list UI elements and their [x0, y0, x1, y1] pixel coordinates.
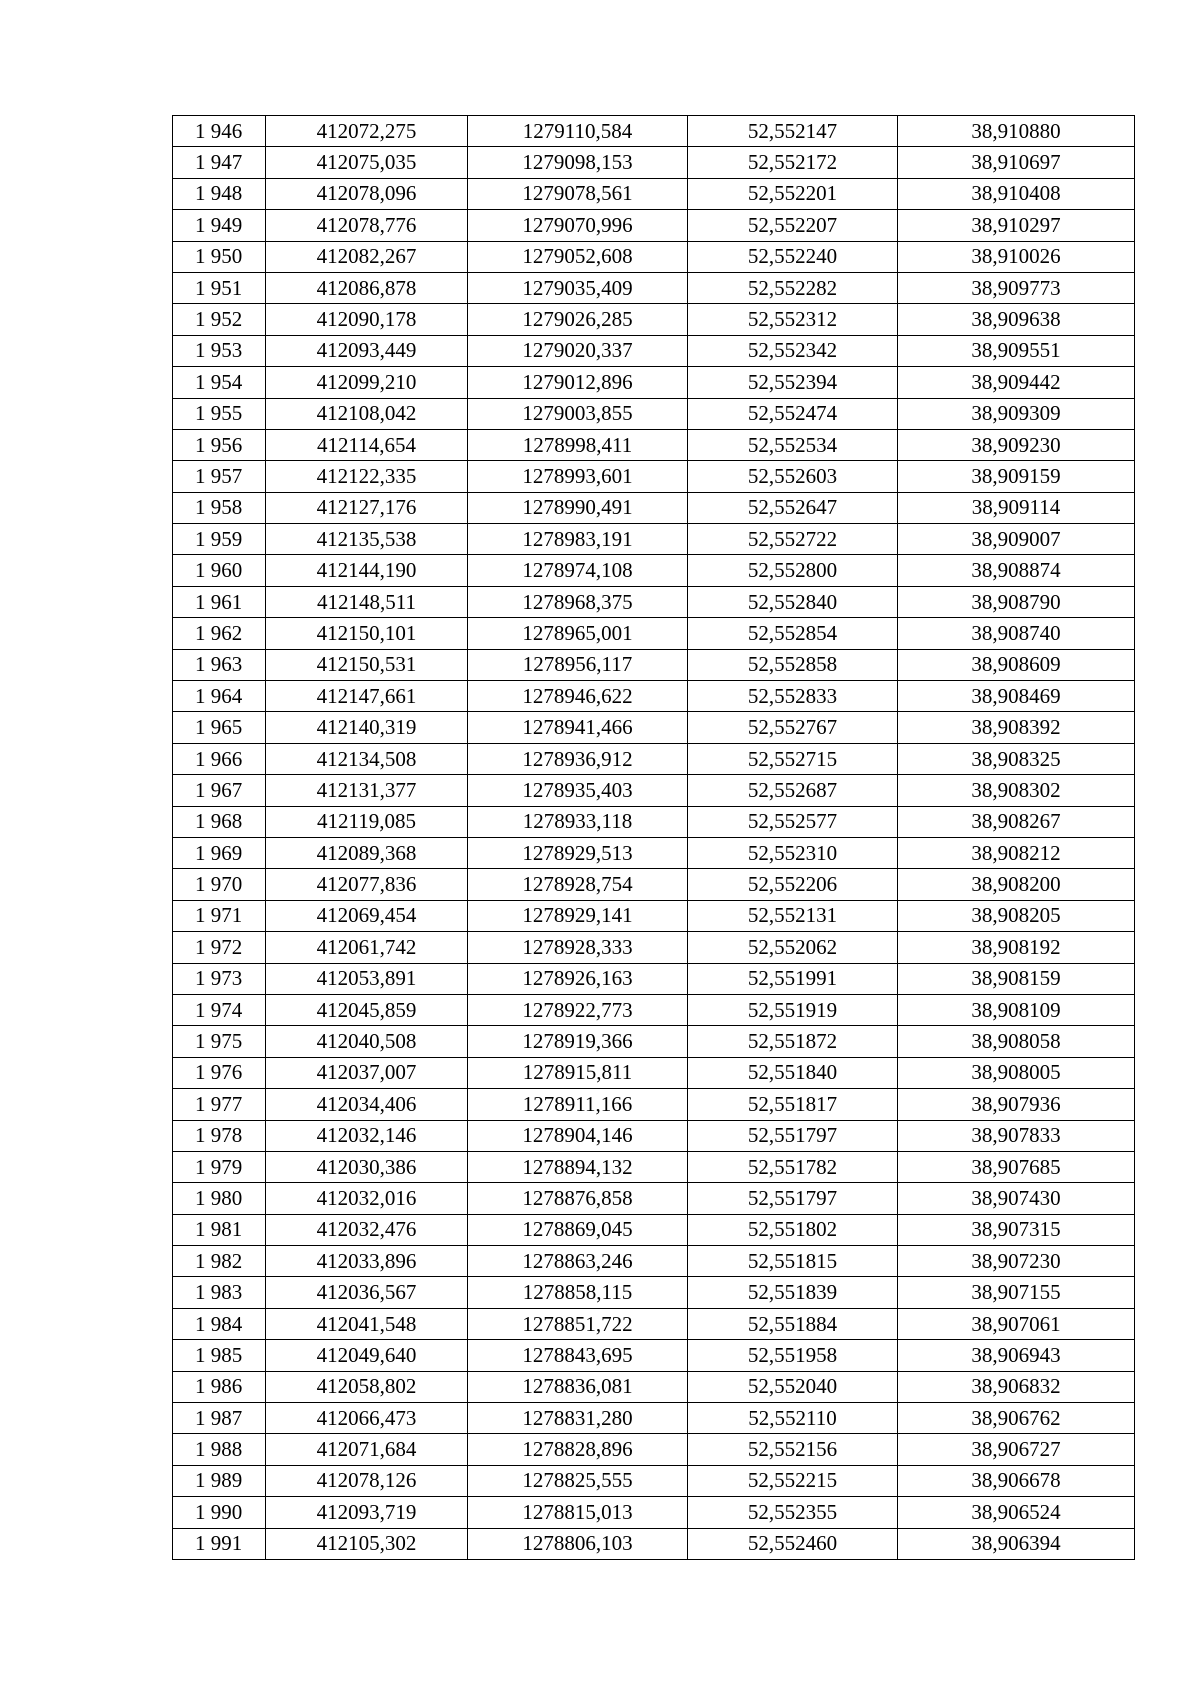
point-number-cell: 1 955	[173, 398, 266, 429]
point-number-cell: 1 946	[173, 116, 266, 147]
point-number-cell: 1 965	[173, 712, 266, 743]
latitude-cell: 52,552282	[688, 272, 898, 303]
y-coordinate-cell: 1279035,409	[468, 272, 688, 303]
y-coordinate-cell: 1278941,466	[468, 712, 688, 743]
latitude-cell: 52,552062	[688, 932, 898, 963]
y-coordinate-cell: 1278974,108	[468, 555, 688, 586]
longitude-cell: 38,909638	[898, 304, 1135, 335]
table-row	[173, 241, 1135, 272]
x-coordinate-cell: 412040,508	[266, 1026, 468, 1057]
coordinates-table	[172, 115, 1135, 1560]
latitude-cell: 52,552647	[688, 492, 898, 523]
table-row	[173, 963, 1135, 994]
latitude-cell: 52,552687	[688, 775, 898, 806]
y-coordinate-cell: 1278876,858	[468, 1183, 688, 1214]
x-coordinate-cell: 412030,386	[266, 1151, 468, 1182]
table-row	[173, 775, 1135, 806]
longitude-cell: 38,910697	[898, 147, 1135, 178]
longitude-cell: 38,908212	[898, 837, 1135, 868]
y-coordinate-cell: 1279078,561	[468, 178, 688, 209]
x-coordinate-cell: 412077,836	[266, 869, 468, 900]
y-coordinate-cell: 1278956,117	[468, 649, 688, 680]
longitude-cell: 38,909114	[898, 492, 1135, 523]
x-coordinate-cell: 412075,035	[266, 147, 468, 178]
point-number-cell: 1 953	[173, 335, 266, 366]
y-coordinate-cell: 1278894,132	[468, 1151, 688, 1182]
longitude-cell: 38,908200	[898, 869, 1135, 900]
table-row	[173, 649, 1135, 680]
x-coordinate-cell: 412090,178	[266, 304, 468, 335]
longitude-cell: 38,906943	[898, 1340, 1135, 1371]
latitude-cell: 52,551839	[688, 1277, 898, 1308]
point-number-cell: 1 983	[173, 1277, 266, 1308]
table-row	[173, 806, 1135, 837]
latitude-cell: 52,551958	[688, 1340, 898, 1371]
point-number-cell: 1 974	[173, 994, 266, 1025]
x-coordinate-cell: 412135,538	[266, 524, 468, 555]
point-number-cell: 1 982	[173, 1246, 266, 1277]
y-coordinate-cell: 1279110,584	[468, 116, 688, 147]
point-number-cell: 1 975	[173, 1026, 266, 1057]
table-row	[173, 1057, 1135, 1088]
longitude-cell: 38,907833	[898, 1120, 1135, 1151]
y-coordinate-cell: 1278825,555	[468, 1465, 688, 1496]
x-coordinate-cell: 412078,096	[266, 178, 468, 209]
y-coordinate-cell: 1278935,403	[468, 775, 688, 806]
latitude-cell: 52,551817	[688, 1089, 898, 1120]
y-coordinate-cell: 1278990,491	[468, 492, 688, 523]
point-number-cell: 1 954	[173, 367, 266, 398]
x-coordinate-cell: 412150,101	[266, 618, 468, 649]
table-row	[173, 1026, 1135, 1057]
longitude-cell: 38,908192	[898, 932, 1135, 963]
latitude-cell: 52,552394	[688, 367, 898, 398]
latitude-cell: 52,552040	[688, 1371, 898, 1402]
x-coordinate-cell: 412147,661	[266, 681, 468, 712]
latitude-cell: 52,552172	[688, 147, 898, 178]
longitude-cell: 38,909007	[898, 524, 1135, 555]
latitude-cell: 52,552474	[688, 398, 898, 429]
y-coordinate-cell: 1278968,375	[468, 586, 688, 617]
longitude-cell: 38,910408	[898, 178, 1135, 209]
x-coordinate-cell: 412036,567	[266, 1277, 468, 1308]
point-number-cell: 1 956	[173, 429, 266, 460]
y-coordinate-cell: 1278928,333	[468, 932, 688, 963]
y-coordinate-cell: 1278904,146	[468, 1120, 688, 1151]
latitude-cell: 52,552207	[688, 210, 898, 241]
table-row	[173, 586, 1135, 617]
longitude-cell: 38,910297	[898, 210, 1135, 241]
longitude-cell: 38,908392	[898, 712, 1135, 743]
point-number-cell: 1 959	[173, 524, 266, 555]
point-number-cell: 1 951	[173, 272, 266, 303]
x-coordinate-cell: 412114,654	[266, 429, 468, 460]
y-coordinate-cell: 1278831,280	[468, 1403, 688, 1434]
y-coordinate-cell: 1278929,141	[468, 900, 688, 931]
y-coordinate-cell: 1278851,722	[468, 1308, 688, 1339]
latitude-cell: 52,552715	[688, 743, 898, 774]
point-number-cell: 1 947	[173, 147, 266, 178]
point-number-cell: 1 969	[173, 837, 266, 868]
latitude-cell: 52,551884	[688, 1308, 898, 1339]
table-row	[173, 524, 1135, 555]
y-coordinate-cell: 1278828,896	[468, 1434, 688, 1465]
y-coordinate-cell: 1279052,608	[468, 241, 688, 272]
point-number-cell: 1 964	[173, 681, 266, 712]
longitude-cell: 38,907315	[898, 1214, 1135, 1245]
table-row	[173, 335, 1135, 366]
x-coordinate-cell: 412033,896	[266, 1246, 468, 1277]
point-number-cell: 1 966	[173, 743, 266, 774]
longitude-cell: 38,907936	[898, 1089, 1135, 1120]
table-row	[173, 1089, 1135, 1120]
latitude-cell: 52,552240	[688, 241, 898, 272]
latitude-cell: 52,552206	[688, 869, 898, 900]
latitude-cell: 52,552534	[688, 429, 898, 460]
latitude-cell: 52,552858	[688, 649, 898, 680]
table-row	[173, 1246, 1135, 1277]
y-coordinate-cell: 1278993,601	[468, 461, 688, 492]
longitude-cell: 38,906727	[898, 1434, 1135, 1465]
point-number-cell: 1 986	[173, 1371, 266, 1402]
point-number-cell: 1 962	[173, 618, 266, 649]
latitude-cell: 52,551797	[688, 1183, 898, 1214]
point-number-cell: 1 967	[173, 775, 266, 806]
longitude-cell: 38,907230	[898, 1246, 1135, 1277]
x-coordinate-cell: 412072,275	[266, 116, 468, 147]
y-coordinate-cell: 1279003,855	[468, 398, 688, 429]
y-coordinate-cell: 1278983,191	[468, 524, 688, 555]
point-number-cell: 1 968	[173, 806, 266, 837]
table-row	[173, 178, 1135, 209]
latitude-cell: 52,552603	[688, 461, 898, 492]
y-coordinate-cell: 1278965,001	[468, 618, 688, 649]
x-coordinate-cell: 412071,684	[266, 1434, 468, 1465]
x-coordinate-cell: 412148,511	[266, 586, 468, 617]
point-number-cell: 1 976	[173, 1057, 266, 1088]
table-row	[173, 743, 1135, 774]
point-number-cell: 1 957	[173, 461, 266, 492]
latitude-cell: 52,552310	[688, 837, 898, 868]
x-coordinate-cell: 412089,368	[266, 837, 468, 868]
y-coordinate-cell: 1278922,773	[468, 994, 688, 1025]
table-row	[173, 1151, 1135, 1182]
latitude-cell: 52,552460	[688, 1528, 898, 1559]
table-row	[173, 1465, 1135, 1496]
table-row	[173, 1308, 1135, 1339]
table-row	[173, 1183, 1135, 1214]
x-coordinate-cell: 412105,302	[266, 1528, 468, 1559]
table-row	[173, 994, 1135, 1025]
table-row	[173, 1434, 1135, 1465]
x-coordinate-cell: 412058,802	[266, 1371, 468, 1402]
table-row	[173, 1528, 1135, 1559]
table-row	[173, 304, 1135, 335]
latitude-cell: 52,552156	[688, 1434, 898, 1465]
point-number-cell: 1 981	[173, 1214, 266, 1245]
longitude-cell: 38,907061	[898, 1308, 1135, 1339]
longitude-cell: 38,908740	[898, 618, 1135, 649]
table-row	[173, 837, 1135, 868]
x-coordinate-cell: 412078,126	[266, 1465, 468, 1496]
point-number-cell: 1 961	[173, 586, 266, 617]
point-number-cell: 1 988	[173, 1434, 266, 1465]
x-coordinate-cell: 412099,210	[266, 367, 468, 398]
longitude-cell: 38,906678	[898, 1465, 1135, 1496]
point-number-cell: 1 991	[173, 1528, 266, 1559]
latitude-cell: 52,552722	[688, 524, 898, 555]
longitude-cell: 38,909230	[898, 429, 1135, 460]
latitude-cell: 52,551797	[688, 1120, 898, 1151]
y-coordinate-cell: 1278843,695	[468, 1340, 688, 1371]
latitude-cell: 52,551840	[688, 1057, 898, 1088]
latitude-cell: 52,552201	[688, 178, 898, 209]
latitude-cell: 52,552355	[688, 1497, 898, 1528]
x-coordinate-cell: 412032,016	[266, 1183, 468, 1214]
longitude-cell: 38,908058	[898, 1026, 1135, 1057]
latitude-cell: 52,551802	[688, 1214, 898, 1245]
y-coordinate-cell: 1278933,118	[468, 806, 688, 837]
longitude-cell: 38,909442	[898, 367, 1135, 398]
longitude-cell: 38,906762	[898, 1403, 1135, 1434]
y-coordinate-cell: 1278936,912	[468, 743, 688, 774]
x-coordinate-cell: 412041,548	[266, 1308, 468, 1339]
point-number-cell: 1 978	[173, 1120, 266, 1151]
longitude-cell: 38,906394	[898, 1528, 1135, 1559]
table-row	[173, 1214, 1135, 1245]
point-number-cell: 1 979	[173, 1151, 266, 1182]
y-coordinate-cell: 1278815,013	[468, 1497, 688, 1528]
y-coordinate-cell: 1278915,811	[468, 1057, 688, 1088]
longitude-cell: 38,910026	[898, 241, 1135, 272]
table-row	[173, 429, 1135, 460]
y-coordinate-cell: 1279026,285	[468, 304, 688, 335]
longitude-cell: 38,908325	[898, 743, 1135, 774]
y-coordinate-cell: 1278928,754	[468, 869, 688, 900]
y-coordinate-cell: 1278806,103	[468, 1528, 688, 1559]
point-number-cell: 1 977	[173, 1089, 266, 1120]
y-coordinate-cell: 1278869,045	[468, 1214, 688, 1245]
table-row	[173, 1403, 1135, 1434]
y-coordinate-cell: 1279070,996	[468, 210, 688, 241]
table-row	[173, 272, 1135, 303]
table-row	[173, 900, 1135, 931]
point-number-cell: 1 950	[173, 241, 266, 272]
longitude-cell: 38,908159	[898, 963, 1135, 994]
point-number-cell: 1 963	[173, 649, 266, 680]
latitude-cell: 52,551815	[688, 1246, 898, 1277]
x-coordinate-cell: 412150,531	[266, 649, 468, 680]
latitude-cell: 52,552800	[688, 555, 898, 586]
point-number-cell: 1 971	[173, 900, 266, 931]
longitude-cell: 38,908874	[898, 555, 1135, 586]
latitude-cell: 52,551872	[688, 1026, 898, 1057]
table-row	[173, 147, 1135, 178]
x-coordinate-cell: 412049,640	[266, 1340, 468, 1371]
table-row	[173, 712, 1135, 743]
latitude-cell: 52,552131	[688, 900, 898, 931]
table-row	[173, 398, 1135, 429]
y-coordinate-cell: 1278998,411	[468, 429, 688, 460]
x-coordinate-cell: 412061,742	[266, 932, 468, 963]
table-row	[173, 1340, 1135, 1371]
point-number-cell: 1 972	[173, 932, 266, 963]
longitude-cell: 38,908005	[898, 1057, 1135, 1088]
table-row	[173, 492, 1135, 523]
x-coordinate-cell: 412144,190	[266, 555, 468, 586]
longitude-cell: 38,908609	[898, 649, 1135, 680]
y-coordinate-cell: 1278836,081	[468, 1371, 688, 1402]
latitude-cell: 52,552833	[688, 681, 898, 712]
y-coordinate-cell: 1278926,163	[468, 963, 688, 994]
y-coordinate-cell: 1278946,622	[468, 681, 688, 712]
x-coordinate-cell: 412053,891	[266, 963, 468, 994]
x-coordinate-cell: 412034,406	[266, 1089, 468, 1120]
x-coordinate-cell: 412086,878	[266, 272, 468, 303]
table-row	[173, 555, 1135, 586]
latitude-cell: 52,551919	[688, 994, 898, 1025]
y-coordinate-cell: 1279098,153	[468, 147, 688, 178]
point-number-cell: 1 980	[173, 1183, 266, 1214]
x-coordinate-cell: 412131,377	[266, 775, 468, 806]
x-coordinate-cell: 412082,267	[266, 241, 468, 272]
latitude-cell: 52,552110	[688, 1403, 898, 1434]
point-number-cell: 1 987	[173, 1403, 266, 1434]
longitude-cell: 38,908109	[898, 994, 1135, 1025]
longitude-cell: 38,907430	[898, 1183, 1135, 1214]
table-row	[173, 869, 1135, 900]
longitude-cell: 38,908205	[898, 900, 1135, 931]
x-coordinate-cell: 412127,176	[266, 492, 468, 523]
longitude-cell: 38,907155	[898, 1277, 1135, 1308]
latitude-cell: 52,552147	[688, 116, 898, 147]
x-coordinate-cell: 412122,335	[266, 461, 468, 492]
point-number-cell: 1 952	[173, 304, 266, 335]
x-coordinate-cell: 412037,007	[266, 1057, 468, 1088]
point-number-cell: 1 948	[173, 178, 266, 209]
y-coordinate-cell: 1279020,337	[468, 335, 688, 366]
table-row	[173, 367, 1135, 398]
table-row	[173, 1120, 1135, 1151]
table-row	[173, 461, 1135, 492]
latitude-cell: 52,552840	[688, 586, 898, 617]
longitude-cell: 38,908267	[898, 806, 1135, 837]
table-row	[173, 932, 1135, 963]
latitude-cell: 52,551991	[688, 963, 898, 994]
x-coordinate-cell: 412093,719	[266, 1497, 468, 1528]
longitude-cell: 38,909773	[898, 272, 1135, 303]
y-coordinate-cell: 1278929,513	[468, 837, 688, 868]
longitude-cell: 38,908302	[898, 775, 1135, 806]
longitude-cell: 38,908469	[898, 681, 1135, 712]
longitude-cell: 38,906524	[898, 1497, 1135, 1528]
table-row	[173, 1371, 1135, 1402]
latitude-cell: 52,551782	[688, 1151, 898, 1182]
point-number-cell: 1 984	[173, 1308, 266, 1339]
table-row	[173, 681, 1135, 712]
point-number-cell: 1 973	[173, 963, 266, 994]
y-coordinate-cell: 1279012,896	[468, 367, 688, 398]
point-number-cell: 1 958	[173, 492, 266, 523]
x-coordinate-cell: 412134,508	[266, 743, 468, 774]
longitude-cell: 38,909159	[898, 461, 1135, 492]
x-coordinate-cell: 412069,454	[266, 900, 468, 931]
x-coordinate-cell: 412078,776	[266, 210, 468, 241]
y-coordinate-cell: 1278911,166	[468, 1089, 688, 1120]
latitude-cell: 52,552767	[688, 712, 898, 743]
latitude-cell: 52,552215	[688, 1465, 898, 1496]
table-row	[173, 1497, 1135, 1528]
x-coordinate-cell: 412140,319	[266, 712, 468, 743]
y-coordinate-cell: 1278919,366	[468, 1026, 688, 1057]
point-number-cell: 1 949	[173, 210, 266, 241]
coordinates-table-body	[173, 116, 1135, 1560]
x-coordinate-cell: 412108,042	[266, 398, 468, 429]
point-number-cell: 1 985	[173, 1340, 266, 1371]
x-coordinate-cell: 412093,449	[266, 335, 468, 366]
x-coordinate-cell: 412066,473	[266, 1403, 468, 1434]
longitude-cell: 38,909551	[898, 335, 1135, 366]
longitude-cell: 38,910880	[898, 116, 1135, 147]
latitude-cell: 52,552577	[688, 806, 898, 837]
table-row	[173, 618, 1135, 649]
y-coordinate-cell: 1278858,115	[468, 1277, 688, 1308]
table-row	[173, 210, 1135, 241]
y-coordinate-cell: 1278863,246	[468, 1246, 688, 1277]
x-coordinate-cell: 412119,085	[266, 806, 468, 837]
x-coordinate-cell: 412045,859	[266, 994, 468, 1025]
longitude-cell: 38,906832	[898, 1371, 1135, 1402]
latitude-cell: 52,552312	[688, 304, 898, 335]
table-row	[173, 1277, 1135, 1308]
point-number-cell: 1 970	[173, 869, 266, 900]
latitude-cell: 52,552854	[688, 618, 898, 649]
latitude-cell: 52,552342	[688, 335, 898, 366]
longitude-cell: 38,909309	[898, 398, 1135, 429]
table-row	[173, 116, 1135, 147]
x-coordinate-cell: 412032,476	[266, 1214, 468, 1245]
point-number-cell: 1 989	[173, 1465, 266, 1496]
longitude-cell: 38,908790	[898, 586, 1135, 617]
x-coordinate-cell: 412032,146	[266, 1120, 468, 1151]
point-number-cell: 1 960	[173, 555, 266, 586]
longitude-cell: 38,907685	[898, 1151, 1135, 1182]
point-number-cell: 1 990	[173, 1497, 266, 1528]
